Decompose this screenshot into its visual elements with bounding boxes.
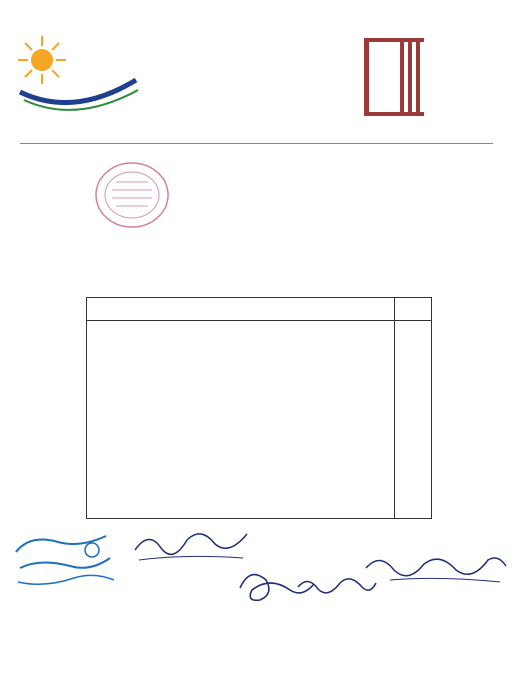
- faculty-seal-stamp: [92, 160, 172, 230]
- fpn-logo: [358, 32, 508, 137]
- header-divider: [20, 143, 493, 144]
- fpn-building-icon: [358, 32, 438, 122]
- sun-icon: [14, 30, 144, 140]
- table-header-divider: [87, 320, 431, 321]
- university-logo: [14, 30, 144, 140]
- signature-4: [360, 548, 510, 593]
- dean-signature-stamp: [10, 528, 120, 593]
- table-column-divider: [394, 298, 395, 518]
- cancel-stamp: [150, 325, 340, 475]
